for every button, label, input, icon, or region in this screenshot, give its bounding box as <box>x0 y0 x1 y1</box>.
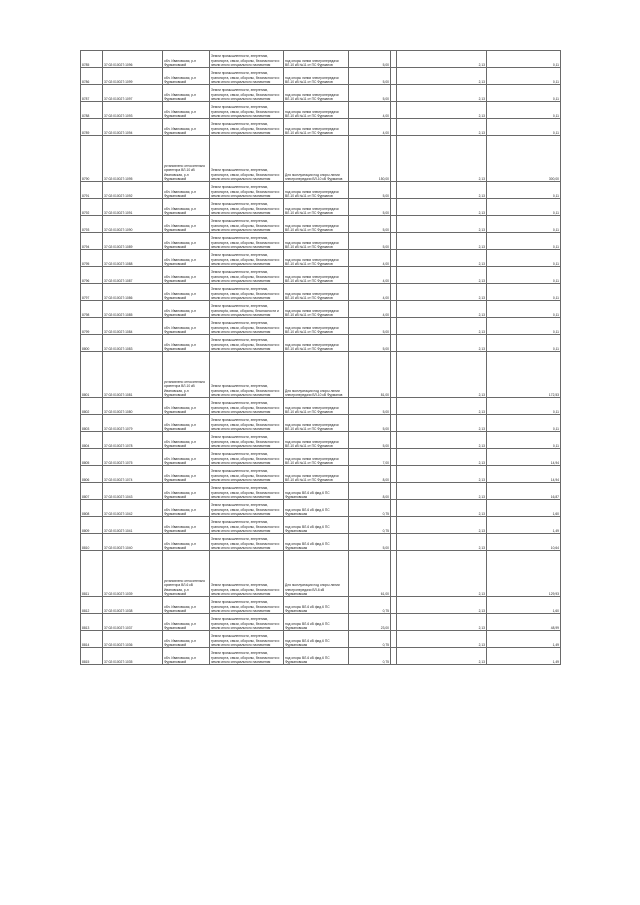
permitted-use-cell: под опоры линии электропередачи ВЛ-10 кВ №11 от ПС Фурманов <box>284 102 349 119</box>
rate-cell: 2,13 <box>397 483 487 500</box>
land-category-cell: Земли промышленности, энергетики, транспорта, связи, обороны, безопасности и земли иного специального назначения <box>210 318 284 335</box>
address-cell: обл. Ивановская, р-н Фурмановский <box>163 267 210 284</box>
row-number-cell: 8789 <box>81 119 103 136</box>
rate-cell: 2,13 <box>397 449 487 466</box>
permitted-use-cell: под опоры линии электропередачи ВЛ-10 кВ №11 от ПС Фурманов <box>284 199 349 216</box>
address-cell: обл. Ивановская, р-н Фурмановский <box>163 449 210 466</box>
row-number-cell: 8788 <box>81 102 103 119</box>
cadastral-number-cell: 37:02:010027:1042 <box>103 500 163 517</box>
table-row <box>81 631 561 648</box>
cadastral-number-cell: 37:02:010027:1092 <box>103 182 163 199</box>
rate-cell: 2,13 <box>397 51 487 68</box>
table-row <box>81 284 561 301</box>
permitted-use-cell: под опоры линии электропередачи ВЛ-10 кВ №11 от ПС Фурманов <box>284 85 349 102</box>
value-cell: 14,94 <box>487 449 561 466</box>
area-cell: 8,00 <box>349 466 391 483</box>
permitted-use-cell: под опоры линии электропередачи ВЛ-10 кВ №11 от ПС Фурманов <box>284 318 349 335</box>
address-cell: обл. Ивановская, р-н Фурмановский <box>163 68 210 85</box>
rate-cell: 2,13 <box>397 284 487 301</box>
rate-cell: 2,13 <box>397 233 487 250</box>
permitted-use-cell: под опоры линии электропередачи ВЛ-10 кВ №11 от ПС Фурманов <box>284 335 349 352</box>
area-cell: 81,00 <box>349 352 391 398</box>
cadastral-number-cell: 37:02:010027:1096 <box>103 51 163 68</box>
permitted-use-cell: под опоры ВЛ-6 кВ фид.6 ПС Фурмановская <box>284 500 349 517</box>
document-sheet <box>80 50 560 665</box>
land-category-cell: Земли промышленности, энергетики, транспорта, связи, обороны, безопасности и земли иного специального назначения <box>210 199 284 216</box>
row-number-cell: 8803 <box>81 415 103 432</box>
value-cell: 0,11 <box>487 335 561 352</box>
table-row <box>81 534 561 551</box>
land-category-cell: Земли промышленности, энергетики, транспорта, связи, обороны, безопасности и земли иного специального назначения <box>210 284 284 301</box>
table-row <box>81 51 561 68</box>
cadastral-number-cell: 37:02:010027:1038 <box>103 597 163 614</box>
address-cell: обл. Ивановская, р-н Фурмановский <box>163 631 210 648</box>
value-cell: 0,11 <box>487 199 561 216</box>
table-row <box>81 449 561 466</box>
rate-cell: 2,13 <box>397 631 487 648</box>
table-row <box>81 648 561 665</box>
value-cell: 0,11 <box>487 318 561 335</box>
cadastral-number-cell: 37:02:010027:1099 <box>103 68 163 85</box>
row-number-cell: 8807 <box>81 483 103 500</box>
permitted-use-cell: под опоры линии электропередачи ВЛ-10 кВ №11 от ПС Фурманов <box>284 466 349 483</box>
table-row <box>81 233 561 250</box>
cadastral-number-cell: 37:02:010027:1043 <box>103 483 163 500</box>
table-row <box>81 352 561 398</box>
value-cell: 1,60 <box>487 597 561 614</box>
permitted-use-cell: под опоры ВЛ-6 кВ фид.6 ПС Фурмановская <box>284 631 349 648</box>
address-cell: обл. Ивановская, р-н Фурмановский <box>163 597 210 614</box>
land-category-cell: Земли промышленности, энергетики, транспорта, связи, обороны, безопасности и земли иного специального назначения <box>210 233 284 250</box>
permitted-use-cell: под опоры линии электропередачи ВЛ-10 кВ №11 от ПС Фурманов <box>284 449 349 466</box>
table-row <box>81 551 561 597</box>
table-body <box>81 51 561 665</box>
permitted-use-cell: под опоры линии электропередачи ВЛ-10 кВ №11 от ПС Фурманов <box>284 216 349 233</box>
cadastral-number-cell: 37:02:010027:1041 <box>103 517 163 534</box>
cadastral-number-cell: 37:02:010027:1097 <box>103 85 163 102</box>
area-cell: 4,00 <box>349 119 391 136</box>
row-number-cell: 8797 <box>81 284 103 301</box>
value-cell: 129,93 <box>487 551 561 597</box>
address-cell: обл. Ивановская, р-н Фурмановский <box>163 199 210 216</box>
table-row <box>81 398 561 415</box>
land-category-cell: Земли промышленности, энергетики, транспорта, связи, обороны, безопасности и земли иного специального назначения <box>210 335 284 352</box>
permitted-use-cell: под опоры ВЛ-6 кВ фид.6 ПС Фурмановская <box>284 517 349 534</box>
land-category-cell: Земли промышленности, энергетики, транспорта, связи, обороны, безопасности и земли иного специального назначения <box>210 68 284 85</box>
cadastral-number-cell: 37:02:010027:1095 <box>103 136 163 182</box>
cadastral-number-cell: 37:02:010027:1085 <box>103 301 163 318</box>
table-row <box>81 432 561 449</box>
area-cell: 5,00 <box>349 415 391 432</box>
area-cell: 5,00 <box>349 68 391 85</box>
row-number-cell: 8812 <box>81 597 103 614</box>
value-cell: 0,11 <box>487 119 561 136</box>
row-number-cell: 8799 <box>81 318 103 335</box>
address-cell: обл. Ивановская, р-н Фурмановский <box>163 534 210 551</box>
land-category-cell: Земли промышленности, энергетики, транспорта, связи, обороны, безопасности и земли иного специального назначения <box>210 267 284 284</box>
cadastral-number-cell: 37:02:010027:1039 <box>103 551 163 597</box>
cadastral-number-cell: 37:02:010027:1074 <box>103 466 163 483</box>
cadastral-number-cell: 37:02:010027:1080 <box>103 398 163 415</box>
rate-cell: 2,13 <box>397 199 487 216</box>
rate-cell: 2,13 <box>397 119 487 136</box>
permitted-use-cell: под опоры линии электропередачи ВЛ-10 кВ №11 от ПС Фурманов <box>284 51 349 68</box>
area-cell: 4,00 <box>349 250 391 267</box>
table-row <box>81 335 561 352</box>
permitted-use-cell: под опоры линии электропередачи ВЛ-10 кВ №11 от ПС Фурманов <box>284 432 349 449</box>
cadastral-number-cell: 37:02:010027:1036 <box>103 631 163 648</box>
rate-cell: 2,13 <box>397 432 487 449</box>
value-cell: 10,64 <box>487 534 561 551</box>
row-number-cell: 8791 <box>81 182 103 199</box>
rate-cell: 2,13 <box>397 517 487 534</box>
value-cell: 1,60 <box>487 500 561 517</box>
rate-cell: 2,13 <box>397 648 487 665</box>
permitted-use-cell: Для эксплуатации под опоры линии электропередачи ВЛ-6 кВ Фурмановская <box>284 551 349 597</box>
row-number-cell: 8809 <box>81 517 103 534</box>
permitted-use-cell: под опоры ВЛ-6 кВ фид.6 ПС Фурмановская <box>284 597 349 614</box>
rate-cell: 2,13 <box>397 415 487 432</box>
cadastral-number-cell: 37:02:010027:1091 <box>103 199 163 216</box>
land-category-cell: Земли промышленности, энергетики, транспорта, связи, обороны, безопасности и земли иного специального назначения <box>210 614 284 631</box>
area-cell: 0,75 <box>349 517 391 534</box>
land-category-cell: Земли промышленности, энергетики, транспорта, связи, обороны, безопасности и земли иного специального назначения <box>210 597 284 614</box>
row-number-cell: 8792 <box>81 199 103 216</box>
value-cell: 0,11 <box>487 432 561 449</box>
row-number-cell: 8814 <box>81 631 103 648</box>
row-number-cell: 8815 <box>81 648 103 665</box>
address-cell: обл. Ивановская, р-н Фурмановский <box>163 216 210 233</box>
row-number-cell: 8810 <box>81 534 103 551</box>
land-category-cell: Земли промышленности, энергетики, транспорта, связи, обороны, безопасности и земли иного специального назначения <box>210 648 284 665</box>
area-cell: 0,75 <box>349 597 391 614</box>
row-number-cell: 8790 <box>81 136 103 182</box>
address-cell: обл. Ивановская, р-н Фурмановский <box>163 483 210 500</box>
cadastral-number-cell: 37:02:010027:1037 <box>103 614 163 631</box>
value-cell: 0,11 <box>487 102 561 119</box>
address-cell: обл. Ивановская, р-н Фурмановский <box>163 614 210 631</box>
permitted-use-cell: под опоры ВЛ-6 кВ фид.6 ПС Фурмановская <box>284 483 349 500</box>
cadastral-number-cell: 37:02:010027:1075 <box>103 449 163 466</box>
rate-cell: 2,13 <box>397 85 487 102</box>
cadastral-number-cell: 37:02:010027:1086 <box>103 284 163 301</box>
land-category-cell: Земли промышленности, энергетики, транспорta, связи, обороны, безопасности и земли иного специального назначения <box>210 301 284 318</box>
rate-cell: 2,13 <box>397 500 487 517</box>
area-cell: 4,00 <box>349 301 391 318</box>
area-cell: 150,00 <box>349 136 391 182</box>
area-cell: 5,00 <box>349 85 391 102</box>
permitted-use-cell: Для эксплуатации под опоры линии электропередачи ВЛ-10 кВ Фурманов <box>284 136 349 182</box>
rate-cell: 2,13 <box>397 551 487 597</box>
table-row <box>81 267 561 284</box>
row-number-cell: 8801 <box>81 352 103 398</box>
area-cell: 5,00 <box>349 216 391 233</box>
table-row <box>81 318 561 335</box>
permitted-use-cell: под опоры линии электропередачи ВЛ-10 кВ №11 от ПС Фурманов <box>284 119 349 136</box>
land-category-cell: Земли промышленности, энергетики, транспорта, связи, обороны, безопасности и земли иного специального назначения <box>210 415 284 432</box>
row-number-cell: 8808 <box>81 500 103 517</box>
row-number-cell: 8804 <box>81 432 103 449</box>
rate-cell: 2,13 <box>397 68 487 85</box>
address-cell: обл. Ивановская, р-н Фурмановский <box>163 102 210 119</box>
land-category-cell: Земли промышленности, энергетики, транспорта, связи, обороны, безопасности и земли иного специального назначения <box>210 534 284 551</box>
address-cell: обл. Ивановская, р-н Фурмановский <box>163 233 210 250</box>
permitted-use-cell: под опоры линии электропередачи ВЛ-10 кВ №11 от ПС Фурманов <box>284 284 349 301</box>
row-number-cell: 8811 <box>81 551 103 597</box>
area-cell: 4,00 <box>349 267 391 284</box>
value-cell: 0,11 <box>487 284 561 301</box>
rate-cell: 2,13 <box>397 318 487 335</box>
address-cell: установлено относительно ориентира ВЛ-10 кВ Ивановская, р-н Фурмановский <box>163 352 210 398</box>
permitted-use-cell: Для эксплуатации под опоры линии электропередачи ВЛ-10 кВ Фурманов <box>284 352 349 398</box>
area-cell: 5,00 <box>349 534 391 551</box>
area-cell: 5,00 <box>349 182 391 199</box>
rate-cell: 2,13 <box>397 102 487 119</box>
address-cell: обл. Ивановская, р-н Фурмановский <box>163 318 210 335</box>
table-row <box>81 597 561 614</box>
land-category-cell: Земли промышленности, энергетики, транспорта, связи, обороны, безопасности и земли иного специального назначения <box>210 85 284 102</box>
permitted-use-cell: под опоры ВЛ-6 кВ фид.6 ПС Фурмановская <box>284 534 349 551</box>
value-cell: 1,49 <box>487 648 561 665</box>
land-category-cell: Земли промышленности, энергетики, транспорта, связи, обороны, безопасности и земли иного специального назначения <box>210 500 284 517</box>
permitted-use-cell: под опоры линии электропередачи ВЛ-10 кВ №11 от ПС Фурманов <box>284 415 349 432</box>
value-cell: 0,11 <box>487 267 561 284</box>
table-row <box>81 199 561 216</box>
land-category-cell: Земли промышленности, энергетики, транспорта, связи, обороны, безопасности и земли иного специального назначения <box>210 466 284 483</box>
row-number-cell: 8785 <box>81 51 103 68</box>
permitted-use-cell: под опоры линии электропередачи ВЛ-10 кВ №11 от ПС Фурманов <box>284 250 349 267</box>
area-cell: 5,00 <box>349 335 391 352</box>
land-category-cell: Земли промышленности, энергетики, транспорта, связи, обороны, безопасности и земли иного специального назначения <box>210 449 284 466</box>
cadastral-number-cell: 37:02:010027:1094 <box>103 119 163 136</box>
cadastral-number-cell: 37:02:010027:1035 <box>103 648 163 665</box>
table-row <box>81 614 561 631</box>
land-category-cell: Земли промышленности, энергетики, транспорта, связи, обороны, безопасности и земли иного специального назначения <box>210 631 284 648</box>
row-number-cell: 8806 <box>81 466 103 483</box>
address-cell: обл. Ивановская, р-н Фурмановский <box>163 301 210 318</box>
rate-cell: 2,13 <box>397 466 487 483</box>
rate-cell: 2,13 <box>397 614 487 631</box>
rate-cell: 2,13 <box>397 182 487 199</box>
row-number-cell: 8798 <box>81 301 103 318</box>
area-cell: 0,75 <box>349 631 391 648</box>
row-number-cell: 8786 <box>81 68 103 85</box>
permitted-use-cell: под опоры линии электропередачи ВЛ-10 кВ №11 от ПС Фурманов <box>284 68 349 85</box>
permitted-use-cell: под опоры линии электропередачи ВЛ-10 кВ №11 от ПС Фурманов <box>284 182 349 199</box>
area-cell: 5,00 <box>349 398 391 415</box>
land-category-cell: Земли промышленности, энергетики, транспорта, связи, обороны, безопасности и земли иного специального назначения <box>210 51 284 68</box>
land-category-cell: Земли промышленности, энергетики, транспорта, связи, обороны, безопасности и земли иного специального назначения <box>210 483 284 500</box>
cadastral-number-cell: 37:02:010027:1093 <box>103 102 163 119</box>
value-cell: 0,11 <box>487 51 561 68</box>
table-row <box>81 216 561 233</box>
rate-cell: 2,13 <box>397 534 487 551</box>
row-number-cell: 8795 <box>81 250 103 267</box>
value-cell: 48,99 <box>487 614 561 631</box>
land-category-cell: Земли промышленности, энергетики, транспорта, связи, обороны, безопасности и земли иного специального назначения <box>210 102 284 119</box>
permitted-use-cell: под опоры ВЛ-6 кВ фид.6 ПС Фурмановская <box>284 648 349 665</box>
value-cell: 0,11 <box>487 85 561 102</box>
cadastral-number-cell: 37:02:010027:1081 <box>103 352 163 398</box>
land-category-cell: Земли промышленности, энергетики, транспорта, связи, обороны, безопасности и земли иного специального назначения <box>210 216 284 233</box>
address-cell: обл. Ивановская, р-н Фурмановский <box>163 284 210 301</box>
row-number-cell: 8800 <box>81 335 103 352</box>
address-cell: обл. Ивановская, р-н Фурмановский <box>163 500 210 517</box>
area-cell: 5,00 <box>349 199 391 216</box>
area-cell: 8,00 <box>349 483 391 500</box>
area-cell: 4,00 <box>349 284 391 301</box>
land-category-cell: Земли промышленности, энергетики, транспорта, связи, обороны, безопасности и земли иного специального назначения <box>210 432 284 449</box>
area-cell: 61,00 <box>349 551 391 597</box>
table-row <box>81 301 561 318</box>
land-category-cell: Земли промышленности, энергетики, транспорта, связи, обороны, безопасности и земли иного специального назначения <box>210 551 284 597</box>
cadastral-number-cell: 37:02:010027:1090 <box>103 216 163 233</box>
land-category-cell: Земли промышленности, энергетики, транспорта, связи, обороны, безопасности и земли иного специального назначения <box>210 352 284 398</box>
value-cell: 0,11 <box>487 233 561 250</box>
rate-cell: 2,13 <box>397 136 487 182</box>
land-category-cell: Земли промышленности, энергетики, транспорта, связи, обороны, безопасности и земли иного специального назначения <box>210 119 284 136</box>
rate-cell: 2,13 <box>397 597 487 614</box>
permitted-use-cell: под опоры линии электропередачи ВЛ-10 кВ №11 от ПС Фурманов <box>284 301 349 318</box>
value-cell: 0,11 <box>487 216 561 233</box>
area-cell: 0,75 <box>349 648 391 665</box>
table-row <box>81 102 561 119</box>
area-cell: 23,00 <box>349 614 391 631</box>
value-cell: 1,49 <box>487 631 561 648</box>
address-cell: обл. Ивановская, р-н Фурмановский <box>163 250 210 267</box>
address-cell: обл. Ивановская, р-н Фурмановский <box>163 119 210 136</box>
value-cell: 0,11 <box>487 182 561 199</box>
row-number-cell: 8787 <box>81 85 103 102</box>
table-row <box>81 500 561 517</box>
permitted-use-cell: под опоры ВЛ-6 кВ фид.6 ПС Фурмановская <box>284 614 349 631</box>
land-category-cell: Земли промышленности, энергетики, транспорта, связи, обороны, безопасности и земли иного специального назначения <box>210 250 284 267</box>
address-cell: обл. Ивановская, р-н Фурмановский <box>163 51 210 68</box>
area-cell: 0,75 <box>349 500 391 517</box>
address-cell: установлено относительно ориентира ВЛ-10 кВ Ивановская, р-н Фурмановский <box>163 136 210 182</box>
cadastral-number-cell: 37:02:010027:1088 <box>103 250 163 267</box>
table-row <box>81 250 561 267</box>
address-cell: обл. Ивановская, р-н Фурмановский <box>163 415 210 432</box>
rate-cell: 2,13 <box>397 352 487 398</box>
cadastral-number-cell: 37:02:010027:1040 <box>103 534 163 551</box>
cadastral-number-cell: 37:02:010027:1084 <box>103 318 163 335</box>
address-cell: обл. Ивановская, р-н Фурмановский <box>163 182 210 199</box>
row-number-cell: 8794 <box>81 233 103 250</box>
rate-cell: 2,13 <box>397 301 487 318</box>
rate-cell: 2,13 <box>397 335 487 352</box>
cadastral-number-cell: 37:02:010027:1087 <box>103 267 163 284</box>
land-category-cell: Земли промышленности, энергетики, транспорта, связи, обороны, безопасности и земли иного специального назначения <box>210 136 284 182</box>
table-row <box>81 466 561 483</box>
row-number-cell: 8802 <box>81 398 103 415</box>
value-cell: 1,49 <box>487 517 561 534</box>
row-number-cell: 8796 <box>81 267 103 284</box>
value-cell: 0,11 <box>487 68 561 85</box>
rate-cell: 2,13 <box>397 398 487 415</box>
area-cell: 5,00 <box>349 51 391 68</box>
area-cell: 4,00 <box>349 102 391 119</box>
table-row <box>81 119 561 136</box>
cadastral-number-cell: 37:02:010027:1089 <box>103 233 163 250</box>
table-row <box>81 68 561 85</box>
table-row <box>81 517 561 534</box>
row-number-cell: 8793 <box>81 216 103 233</box>
value-cell: 300,00 <box>487 136 561 182</box>
table-row <box>81 136 561 182</box>
permitted-use-cell: под опоры линии электропередачи ВЛ-10 кВ №11 от ПС Фурманов <box>284 398 349 415</box>
cadastral-table <box>80 50 561 665</box>
area-cell: 5,00 <box>349 318 391 335</box>
permitted-use-cell: под опоры линии электропередачи ВЛ-10 кВ №11 от ПС Фурманов <box>284 233 349 250</box>
row-number-cell: 8813 <box>81 614 103 631</box>
cadastral-number-cell: 37:02:010027:1079 <box>103 415 163 432</box>
address-cell: обл. Ивановская, р-н Фурмановский <box>163 648 210 665</box>
value-cell: 172,53 <box>487 352 561 398</box>
cadastral-number-cell: 37:02:010027:1083 <box>103 335 163 352</box>
area-cell: 5,00 <box>349 432 391 449</box>
table-row <box>81 85 561 102</box>
value-cell: 0,11 <box>487 301 561 318</box>
address-cell: обл. Ивановская, р-н Фурмановский <box>163 398 210 415</box>
rate-cell: 2,13 <box>397 216 487 233</box>
value-cell: 0,11 <box>487 415 561 432</box>
area-cell: 7,00 <box>349 449 391 466</box>
land-category-cell: Земли промышленности, энергетики, транспорта, связи, обороны, безопасности и земли иного специального назначения <box>210 182 284 199</box>
address-cell: обл. Ивановская, р-н Фурмановский <box>163 85 210 102</box>
value-cell: 16,87 <box>487 483 561 500</box>
table-row <box>81 182 561 199</box>
rate-cell: 2,13 <box>397 267 487 284</box>
address-cell: обл. Ивановская, р-н Фурмановский <box>163 517 210 534</box>
rate-cell: 2,13 <box>397 250 487 267</box>
row-number-cell: 8805 <box>81 449 103 466</box>
address-cell: установлено относительно ориентира ВЛ-6 кВ Ивановская, р-н Фурмановский <box>163 551 210 597</box>
land-category-cell: Земли промышленности, энергетики, транспорта, связи, обороны, безопасности и земли иного специального назначения <box>210 517 284 534</box>
value-cell: 0,11 <box>487 398 561 415</box>
land-category-cell: Земли промышленности, энергетики, транспорта, связи, обороны, безопасности и земли иного специального назначения <box>210 398 284 415</box>
cadastral-number-cell: 37:02:010027:1078 <box>103 432 163 449</box>
table-row <box>81 415 561 432</box>
permitted-use-cell: под опоры линии электропередачи ВЛ-10 кВ №11 от ПС Фурманов <box>284 267 349 284</box>
table-row <box>81 483 561 500</box>
value-cell: 14,94 <box>487 466 561 483</box>
value-cell: 0,11 <box>487 250 561 267</box>
area-cell: 5,00 <box>349 233 391 250</box>
address-cell: обл. Ивановская, р-н Фурмановский <box>163 466 210 483</box>
address-cell: обл. Ивановская, р-н Фурмановский <box>163 432 210 449</box>
address-cell: обл. Ивановская, р-н Фурмановский <box>163 335 210 352</box>
